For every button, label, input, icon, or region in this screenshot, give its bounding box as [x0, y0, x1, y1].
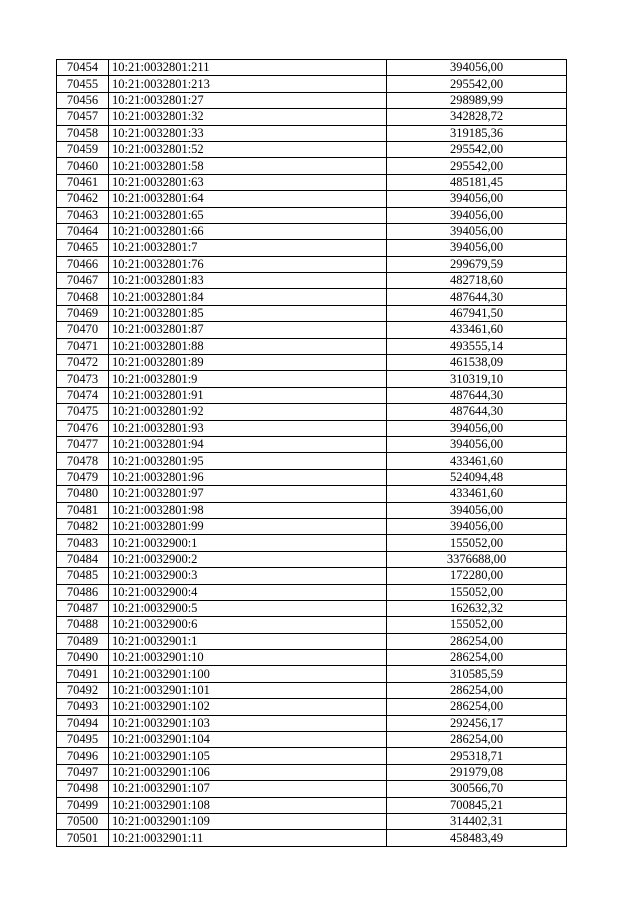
row-number-cell: 70489	[57, 633, 109, 649]
table-row	[57, 289, 567, 305]
cadastral-value-cell: 700845,21	[387, 797, 567, 813]
cadastral-number-cell: 10:21:0032801:83	[109, 273, 387, 289]
cadastral-number-cell: 10:21:0032801:84	[109, 289, 387, 305]
row-number-cell: 70492	[57, 682, 109, 698]
row-number-cell: 70482	[57, 518, 109, 534]
table-row	[57, 125, 567, 141]
cadastral-value-cell: 394056,00	[387, 436, 567, 452]
table-row	[57, 76, 567, 92]
cadastral-value-cell: 310319,10	[387, 371, 567, 387]
row-number-cell: 70456	[57, 92, 109, 108]
table-row	[57, 584, 567, 600]
cadastral-value-cell: 487644,30	[387, 387, 567, 403]
cadastral-number-cell: 10:21:0032801:9	[109, 371, 387, 387]
table-row	[57, 748, 567, 764]
cadastral-number-cell: 10:21:0032901:104	[109, 732, 387, 748]
row-number-cell: 70455	[57, 76, 109, 92]
cadastral-number-cell: 10:21:0032901:10	[109, 650, 387, 666]
row-number-cell: 70496	[57, 748, 109, 764]
cadastral-value-cell: 286254,00	[387, 682, 567, 698]
cadastral-value-cell: 433461,60	[387, 453, 567, 469]
table-row	[57, 207, 567, 223]
cadastral-number-cell: 10:21:0032801:66	[109, 223, 387, 239]
cadastral-number-cell: 10:21:0032901:102	[109, 699, 387, 715]
cadastral-value-cell: 394056,00	[387, 502, 567, 518]
row-number-cell: 70471	[57, 338, 109, 354]
cadastral-number-cell: 10:21:0032901:106	[109, 764, 387, 780]
row-number-cell: 70478	[57, 453, 109, 469]
cadastral-value-cell: 433461,60	[387, 322, 567, 338]
cadastral-number-cell: 10:21:0032801:97	[109, 486, 387, 502]
cadastral-value-cell: 482718,60	[387, 273, 567, 289]
cadastral-value-cell: 433461,60	[387, 486, 567, 502]
table-row	[57, 436, 567, 452]
cadastral-value-cell: 155052,00	[387, 617, 567, 633]
table-row	[57, 486, 567, 502]
cadastral-value-cell: 394056,00	[387, 223, 567, 239]
table-row	[57, 600, 567, 616]
cadastral-value-cell: 295542,00	[387, 141, 567, 157]
cadastral-value-cell: 155052,00	[387, 535, 567, 551]
row-number-cell: 70467	[57, 273, 109, 289]
row-number-cell: 70470	[57, 322, 109, 338]
cadastral-number-cell: 10:21:0032801:27	[109, 92, 387, 108]
row-number-cell: 70480	[57, 486, 109, 502]
table-row	[57, 650, 567, 666]
cadastral-value-cell: 394056,00	[387, 420, 567, 436]
cadastral-number-cell: 10:21:0032900:3	[109, 568, 387, 584]
row-number-cell: 70459	[57, 141, 109, 157]
cadastral-value-cell: 292456,17	[387, 715, 567, 731]
table-row	[57, 273, 567, 289]
cadastral-value-cell: 394056,00	[387, 207, 567, 223]
row-number-cell: 70474	[57, 387, 109, 403]
cadastral-value-cell: 286254,00	[387, 650, 567, 666]
row-number-cell: 70481	[57, 502, 109, 518]
row-number-cell: 70464	[57, 223, 109, 239]
table-row	[57, 404, 567, 420]
table-row	[57, 338, 567, 354]
table-row	[57, 830, 567, 846]
cadastral-number-cell: 10:21:0032901:101	[109, 682, 387, 698]
row-number-cell: 70468	[57, 289, 109, 305]
row-number-cell: 70466	[57, 256, 109, 272]
cadastral-number-cell: 10:21:0032801:91	[109, 387, 387, 403]
cadastral-number-cell: 10:21:0032900:4	[109, 584, 387, 600]
row-number-cell: 70473	[57, 371, 109, 387]
row-number-cell: 70500	[57, 813, 109, 829]
cadastral-value-cell: 3376688,00	[387, 551, 567, 567]
table-row	[57, 551, 567, 567]
cadastral-value-cell: 295542,00	[387, 158, 567, 174]
cadastral-number-cell: 10:21:0032901:1	[109, 633, 387, 649]
cadastral-value-cell: 487644,30	[387, 404, 567, 420]
cadastral-value-cell: 298989,99	[387, 92, 567, 108]
row-number-cell: 70485	[57, 568, 109, 584]
table-row	[57, 191, 567, 207]
cadastral-value-cell: 286254,00	[387, 699, 567, 715]
cadastral-value-cell: 286254,00	[387, 633, 567, 649]
cadastral-number-cell: 10:21:0032801:93	[109, 420, 387, 436]
row-number-cell: 70490	[57, 650, 109, 666]
table-row	[57, 240, 567, 256]
cadastral-value-cell: 458483,49	[387, 830, 567, 846]
table-row	[57, 322, 567, 338]
cadastral-value-cell: 487644,30	[387, 289, 567, 305]
table-row	[57, 387, 567, 403]
cadastral-value-cell: 155052,00	[387, 584, 567, 600]
cadastral-number-cell: 10:21:0032901:100	[109, 666, 387, 682]
cadastral-value-cell: 286254,00	[387, 732, 567, 748]
table-row	[57, 732, 567, 748]
cadastral-number-cell: 10:21:0032801:98	[109, 502, 387, 518]
cadastral-value-cell: 300566,70	[387, 781, 567, 797]
cadastral-number-cell: 10:21:0032801:63	[109, 174, 387, 190]
cadastral-value-table	[56, 59, 567, 847]
row-number-cell: 70457	[57, 109, 109, 125]
table-row	[57, 92, 567, 108]
cadastral-value-cell: 310585,59	[387, 666, 567, 682]
row-number-cell: 70495	[57, 732, 109, 748]
row-number-cell: 70460	[57, 158, 109, 174]
row-number-cell: 70477	[57, 436, 109, 452]
cadastral-value-cell: 493555,14	[387, 338, 567, 354]
table-row	[57, 682, 567, 698]
cadastral-value-cell: 485181,45	[387, 174, 567, 190]
cadastral-number-cell: 10:21:0032801:64	[109, 191, 387, 207]
cadastral-number-cell: 10:21:0032801:76	[109, 256, 387, 272]
cadastral-value-cell: 461538,09	[387, 355, 567, 371]
row-number-cell: 70476	[57, 420, 109, 436]
row-number-cell: 70458	[57, 125, 109, 141]
cadastral-number-cell: 10:21:0032801:85	[109, 305, 387, 321]
table-row	[57, 453, 567, 469]
cadastral-number-cell: 10:21:0032801:87	[109, 322, 387, 338]
cadastral-value-cell: 291979,08	[387, 764, 567, 780]
cadastral-number-cell: 10:21:0032801:213	[109, 76, 387, 92]
row-number-cell: 70475	[57, 404, 109, 420]
table-row	[57, 797, 567, 813]
row-number-cell: 70472	[57, 355, 109, 371]
cadastral-value-cell: 524094,48	[387, 469, 567, 485]
table-row	[57, 715, 567, 731]
cadastral-number-cell: 10:21:0032801:95	[109, 453, 387, 469]
row-number-cell: 70493	[57, 699, 109, 715]
table-row	[57, 60, 567, 76]
row-number-cell: 70501	[57, 830, 109, 846]
cadastral-number-cell: 10:21:0032901:108	[109, 797, 387, 813]
cadastral-value-cell: 299679,59	[387, 256, 567, 272]
cadastral-number-cell: 10:21:0032901:103	[109, 715, 387, 731]
row-number-cell: 70497	[57, 764, 109, 780]
cadastral-number-cell: 10:21:0032801:33	[109, 125, 387, 141]
cadastral-number-cell: 10:21:0032801:211	[109, 60, 387, 76]
table-row	[57, 502, 567, 518]
row-number-cell: 70491	[57, 666, 109, 682]
cadastral-number-cell: 10:21:0032900:1	[109, 535, 387, 551]
cadastral-number-cell: 10:21:0032801:7	[109, 240, 387, 256]
cadastral-number-cell: 10:21:0032801:99	[109, 518, 387, 534]
cadastral-number-cell: 10:21:0032901:11	[109, 830, 387, 846]
cadastral-number-cell: 10:21:0032801:58	[109, 158, 387, 174]
table-row	[57, 109, 567, 125]
table-row	[57, 568, 567, 584]
cadastral-value-cell: 314402,31	[387, 813, 567, 829]
row-number-cell: 70469	[57, 305, 109, 321]
row-number-cell: 70488	[57, 617, 109, 633]
table-row	[57, 305, 567, 321]
cadastral-number-cell: 10:21:0032801:94	[109, 436, 387, 452]
row-number-cell: 70487	[57, 600, 109, 616]
row-number-cell: 70499	[57, 797, 109, 813]
cadastral-number-cell: 10:21:0032900:6	[109, 617, 387, 633]
cadastral-number-cell: 10:21:0032901:105	[109, 748, 387, 764]
cadastral-value-cell: 394056,00	[387, 60, 567, 76]
cadastral-number-cell: 10:21:0032801:92	[109, 404, 387, 420]
table-row	[57, 518, 567, 534]
cadastral-value-cell: 319185,36	[387, 125, 567, 141]
row-number-cell: 70498	[57, 781, 109, 797]
table-row	[57, 633, 567, 649]
row-number-cell: 70461	[57, 174, 109, 190]
table-row	[57, 355, 567, 371]
table-row	[57, 371, 567, 387]
cadastral-value-cell: 394056,00	[387, 191, 567, 207]
cadastral-number-cell: 10:21:0032900:5	[109, 600, 387, 616]
cadastral-number-cell: 10:21:0032801:65	[109, 207, 387, 223]
cadastral-number-cell: 10:21:0032801:32	[109, 109, 387, 125]
table-row	[57, 141, 567, 157]
table-row	[57, 223, 567, 239]
cadastral-number-cell: 10:21:0032801:89	[109, 355, 387, 371]
row-number-cell: 70454	[57, 60, 109, 76]
cadastral-number-cell: 10:21:0032801:52	[109, 141, 387, 157]
cadastral-number-cell: 10:21:0032901:109	[109, 813, 387, 829]
row-number-cell: 70483	[57, 535, 109, 551]
table-row	[57, 666, 567, 682]
cadastral-value-cell: 295542,00	[387, 76, 567, 92]
table-row	[57, 764, 567, 780]
row-number-cell: 70463	[57, 207, 109, 223]
cadastral-value-cell: 295318,71	[387, 748, 567, 764]
row-number-cell: 70494	[57, 715, 109, 731]
cadastral-number-cell: 10:21:0032900:2	[109, 551, 387, 567]
table-row	[57, 174, 567, 190]
row-number-cell: 70479	[57, 469, 109, 485]
table-row	[57, 420, 567, 436]
table-row	[57, 256, 567, 272]
table-row	[57, 469, 567, 485]
row-number-cell: 70465	[57, 240, 109, 256]
cadastral-value-cell: 342828,72	[387, 109, 567, 125]
table-row	[57, 781, 567, 797]
row-number-cell: 70486	[57, 584, 109, 600]
cadastral-value-cell: 394056,00	[387, 518, 567, 534]
cadastral-number-cell: 10:21:0032801:88	[109, 338, 387, 354]
table-row	[57, 617, 567, 633]
row-number-cell: 70462	[57, 191, 109, 207]
cadastral-value-cell: 394056,00	[387, 240, 567, 256]
cadastral-value-cell: 467941,50	[387, 305, 567, 321]
cadastral-number-cell: 10:21:0032801:96	[109, 469, 387, 485]
table-row	[57, 699, 567, 715]
row-number-cell: 70484	[57, 551, 109, 567]
table-body	[57, 60, 567, 847]
table-row	[57, 813, 567, 829]
table-row	[57, 535, 567, 551]
cadastral-number-cell: 10:21:0032901:107	[109, 781, 387, 797]
cadastral-value-cell: 162632,32	[387, 600, 567, 616]
cadastral-value-cell: 172280,00	[387, 568, 567, 584]
table-row	[57, 158, 567, 174]
